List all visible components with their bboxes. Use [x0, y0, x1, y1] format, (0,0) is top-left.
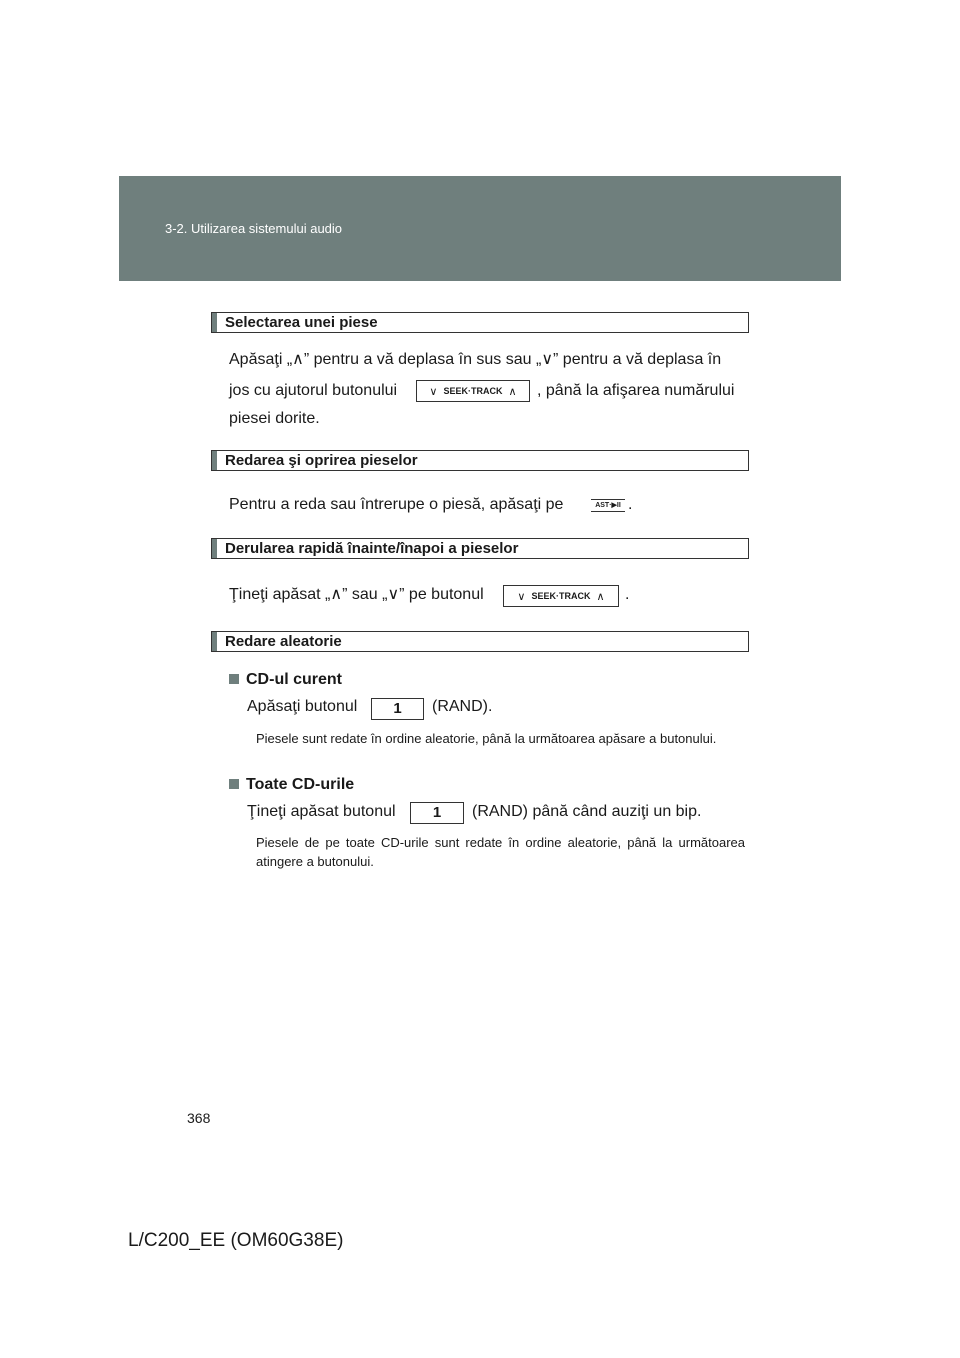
- current-cd-text: Apăsaţi butonul: [247, 698, 358, 715]
- all-cds-note: Piesele de pe toate CD-urile sunt redate în ordine aleatorie, până la următoarea atingere a butonului.: [256, 835, 745, 869]
- subheading-all-cds: Toate CD-urile: [229, 776, 354, 794]
- button-1-rand-all[interactable]: 1: [410, 802, 464, 824]
- button-1-rand[interactable]: 1: [371, 698, 424, 720]
- footer-doc-code: L/C200_EE (OM60G38E): [128, 1230, 344, 1251]
- ast-play-pause-button[interactable]: AST·▶II: [591, 499, 625, 512]
- page-number: 368: [187, 1110, 211, 1126]
- seek-track-button[interactable]: [416, 380, 530, 402]
- current-cd-note: Piesele sunt redate în ordine aleatorie, până la următoarea apăsare a butonului.: [256, 731, 717, 746]
- seek-track-label: SEEK·TRACK: [443, 386, 503, 396]
- seek-text-end: .: [625, 586, 630, 603]
- chevron-up-icon: ∧: [508, 385, 517, 398]
- chevron-down-icon: ∨: [429, 385, 438, 398]
- section-title-fast-forward-rewind: Derularea rapidă înainte/înapoi a pieselor: [211, 538, 749, 559]
- play-text: Pentru a reda sau întrerupe o piesă, apăsaţi pe: [229, 496, 564, 513]
- header-section-title: 3-2. Utilizarea sistemului audio: [165, 221, 343, 236]
- seek-track-label: SEEK·TRACK: [531, 591, 591, 601]
- seek-track-button-2[interactable]: [503, 585, 619, 607]
- section-title-random-play: Redare aleatorie: [211, 631, 749, 652]
- select-line-2a: jos cu ajutorul butonului: [229, 382, 398, 399]
- subheading-current-cd: CD-ul curent: [229, 671, 342, 689]
- seek-text: Ţineţi apăsat „∧” sau „∨” pe butonul: [229, 586, 484, 603]
- current-cd-text-end: (RAND).: [432, 698, 493, 715]
- all-cds-text: Ţineţi apăsat butonul: [247, 803, 396, 820]
- play-text-end: .: [628, 496, 633, 513]
- all-cds-text-end: (RAND) până când auziţi un bip.: [472, 803, 702, 820]
- square-bullet-icon: [229, 674, 239, 684]
- section-title-play-pause: Redarea şi oprirea pieselor: [211, 450, 749, 471]
- select-line-2b: , până la afişarea numărului: [537, 382, 735, 399]
- chevron-down-icon: ∨: [517, 590, 526, 603]
- select-line-1: Apăsaţi „∧” pentru a vă deplasa în sus sau „∨” pentru a vă deplasa în: [229, 351, 722, 368]
- chevron-up-icon: ∧: [596, 590, 605, 603]
- square-bullet-icon: [229, 779, 239, 789]
- section-title-select-track: Selectarea unei piese: [211, 312, 749, 333]
- select-line-3: piesei dorite.: [229, 410, 320, 427]
